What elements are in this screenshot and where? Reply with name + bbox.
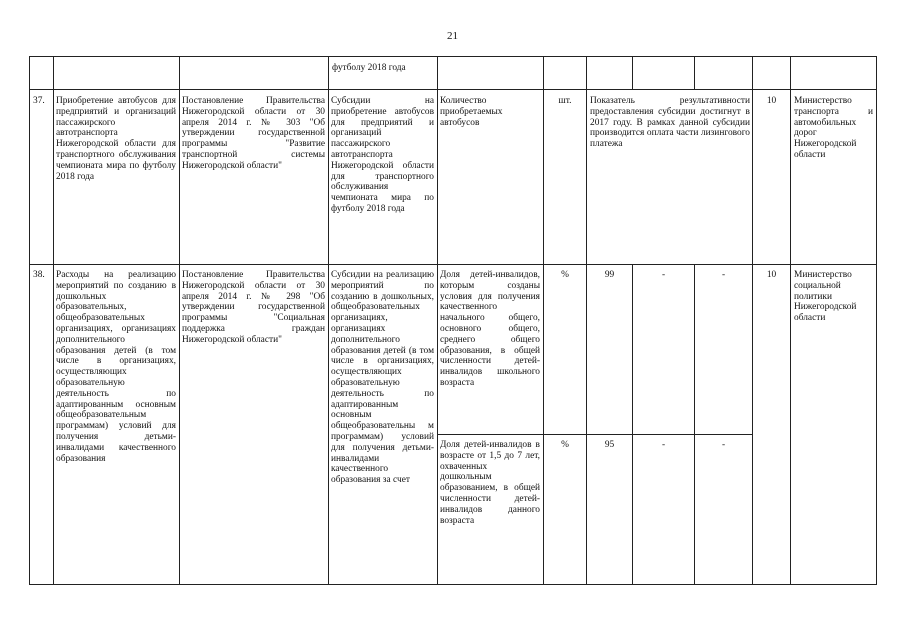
row-37-measure: Приобретение автобусов для предприятий и организаций пассажирского автотранспорта Нижегородской области для транспортного обслуживания чемпионата мира по футболу 2018 года	[56, 96, 176, 182]
row-37-code: 10	[766, 96, 777, 106]
row-38-dash-2b: -	[721, 440, 726, 450]
row-37-ministry: Министерство транспорта и автомобильных дорог Нижегородской области	[794, 96, 873, 160]
row-38-subsidy: Субсидии на реализацию мероприятий по созданию в дошкольных, общеобразовательных организациях, организациях дополнительного образования детей (в том числе в организациях, осуществляющих образовательную деятельность по адаптированным основным общеобразовательны м программам) условий для получения детьми-инвалидами качественного образования за счет	[331, 270, 434, 486]
row-38-unit-2: %	[561, 440, 569, 450]
continuation-cell: футболу 2018 года	[332, 63, 406, 73]
row-38-legal-act: Постановление Правительства Нижегородской области от 30 апреля 2014 г. № 298 "Об утверждении государственной программы "Социальная поддержка граждан Нижегородской области"	[182, 270, 325, 345]
row-38-unit-1: %	[561, 270, 569, 280]
row-37-subsidy: Субсидии на приобретение автобусов для предприятий и организаций пассажирского автотранспорта Нижегородской области для транспортного обслуживания чемпионата мира по футболу 2018 года	[331, 96, 434, 214]
row-38-indicator-1: Доля детей-инвалидов, которым созданы условия для получения качественного начального общего, основного общего, среднего общего образования, в общей численности детей-инвалидов школьного возраста	[440, 270, 540, 388]
row-38-number: 38.	[33, 270, 45, 280]
row-38-indicator-2: Доля детей-инвалидов в возрасте от 1,5 до 7 лет, охваченных дошкольным образованием, в общей численности детей-инвалидов данного возраста	[440, 440, 540, 526]
row-38-dash-1b: -	[721, 270, 726, 280]
row-37-indicator: Количество приобретаемых автобусов	[440, 96, 503, 128]
row-37-note: Показатель результативности предоставления субсидии достигнут в 2017 году. В рамках данной субсидии производится оплата части лизингового платежа	[590, 96, 750, 150]
row-37-unit: шт.	[558, 96, 572, 106]
row-38-value-2: 95	[604, 440, 615, 450]
row-38-value-1: 99	[604, 270, 615, 280]
row-37-legal-act: Постановление Правительства Нижегородской области от 30 апреля 2014 г. № 303 "Об утверждении государственной программы "Развитие транспортной системы Нижегородской области"	[182, 96, 325, 171]
row-38-dash-2a: -	[661, 440, 666, 450]
row-38-dash-1a: -	[661, 270, 666, 280]
page-number: 21	[447, 30, 458, 42]
row-38-code: 10	[766, 270, 777, 280]
row-38-ministry: Министерство социальной политики Нижегородской области	[794, 270, 857, 324]
row-38-measure: Расходы на реализацию мероприятий по созданию в дошкольных образовательных, общеобразовательных организациях, организациях дополнительного образования детей (в том числе в организациях, осуществляющих образовательную деятельность по адаптированным основным общеобразовательным программам) условий для получения детьми-инвалидами качественного образования	[56, 270, 176, 464]
row-37-number: 37.	[33, 96, 45, 106]
